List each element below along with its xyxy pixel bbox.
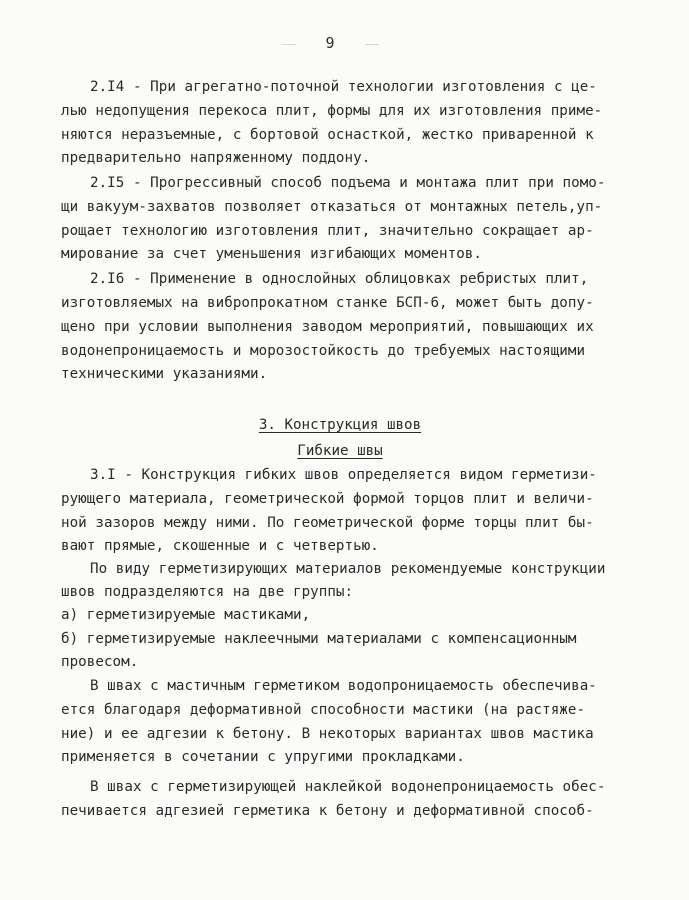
section-2-16-line-5: техническими указаниями.: [61, 366, 268, 382]
section-3-1-line-3: ной зазоров между ними. По геометрической форме торцы плит бы-: [61, 515, 594, 531]
page-number: 9: [325, 34, 335, 52]
groups-item-b-continued: провесом.: [61, 654, 139, 670]
section-3-1-line-4: вают прямые, скошенные и с четвертью.: [61, 538, 379, 554]
section-2-16-line-1: 2.I6 - Применение в однослойных облицовках ребристых плит,: [90, 271, 589, 287]
section-3-1-line-2: рующего материала, геометрической формой торцов плит и величи-: [61, 491, 594, 507]
groups-item-b: б) герметизируемые наклеечными материалами с компенсационным: [61, 631, 577, 647]
section-3-1-line-1: 3.I - Конструкция гибких швов определяется видом герметизи-: [90, 467, 597, 483]
groups-line-2: швов подразделяются на две группы:: [61, 584, 354, 600]
section-2-14-line-4: предварительно напряженному поддону.: [61, 150, 371, 166]
section-3-title: 3. Конструкция швов: [258, 417, 422, 433]
section-2-15-line-2: щи вакуум-захватов позволяет отказаться от монтажных петель,уп-: [61, 199, 603, 215]
section-2-16-line-4: водонепроницаемость и морозостойкость до требуемых настоящими: [61, 343, 586, 359]
groups-item-a: а) герметизируемые мастиками,: [61, 607, 311, 623]
sealant-line-2: печивается адгезией герметика к бетону и деформативной способ-: [61, 803, 594, 819]
mastic-line-4: применяется в сочетании с упругими прокладками.: [61, 749, 465, 765]
mastic-line-1: В швах с мастичным герметиком водопроницаемость обеспечива-: [90, 678, 597, 694]
section-3-heading: [0, 416, 680, 434]
sealant-line-1: В швах с герметизирующей наклейкой водонепроницаемость обес-: [90, 779, 606, 795]
section-2-15-line-1: 2.I5 - Прогрессивный способ подъема и монтажа плит при помо-: [90, 175, 606, 191]
groups-line-1: По виду герметизирующих материалов рекомендуемые конструкции: [90, 561, 606, 577]
section-2-16-line-3: щено при условии выполнения заводом мероприятий, повышающих их: [61, 319, 594, 335]
section-2-16-line-2: изготовляемых на вибропрокатном станке БСП-6, может быть допу-: [61, 295, 594, 311]
section-2-14-line-3: няются неразъемные, с бортовой оснасткой, жестко приваренной к: [61, 127, 594, 143]
mastic-line-2: ется благодаря деформативной способности мастики (на растяже-: [61, 702, 586, 718]
mastic-line-3: ние) и ее адгезии к бетону. В некоторых вариантах швов мастика: [61, 726, 594, 742]
section-2-14-line-2: лью недопущения перекоса плит, формы для их изготовления приме-: [61, 103, 603, 119]
section-3-subtitle: Гибкие швы: [297, 443, 383, 459]
page-number-dash-right: [365, 44, 379, 45]
section-2-15-line-4: мирование за счет уменьшения изгибающих моментов.: [61, 246, 482, 262]
section-2-15-line-3: рощает технологию изготовления плит, значительно сокращает ар-: [61, 223, 594, 239]
section-2-14-line-1: 2.I4 - При агрегатно-поточной технологии изготовления с це-: [90, 79, 597, 95]
section-3-subheading: [0, 442, 680, 460]
